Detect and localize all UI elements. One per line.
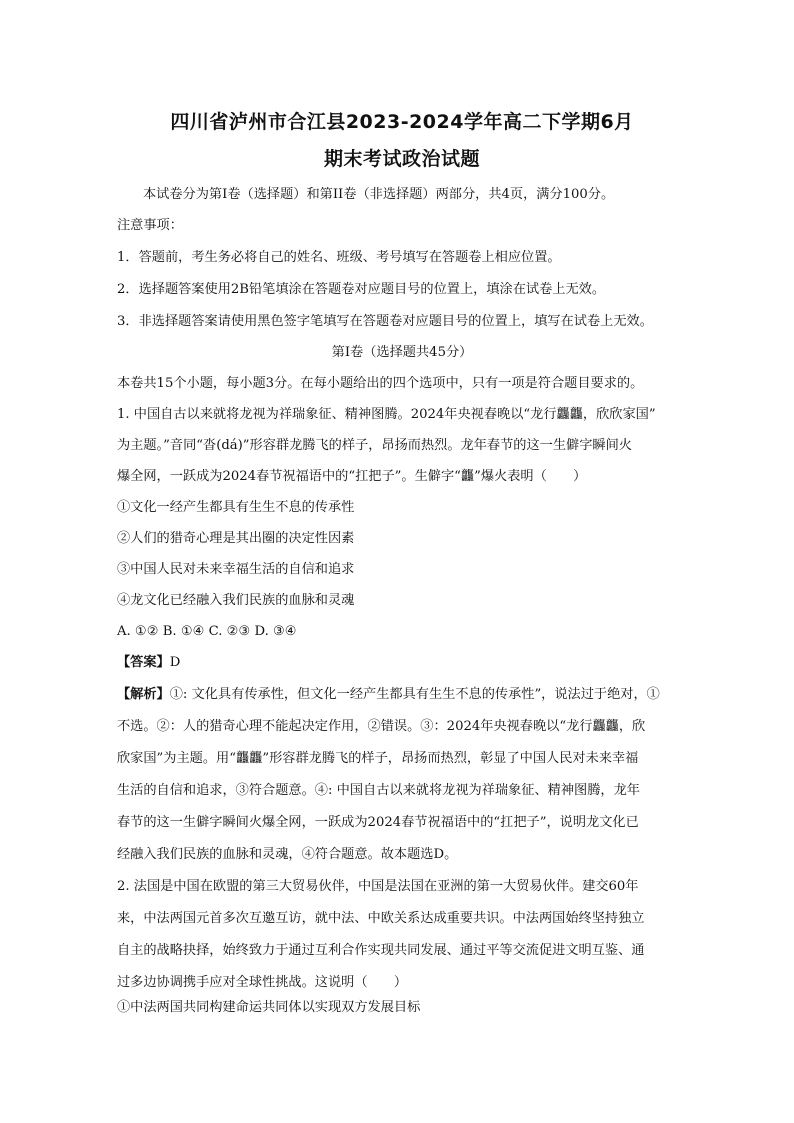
exam-page <box>117 0 687 1123</box>
note-2: 2．选择题答案使用2B铅笔填涂在答题卷对应题目号的位置上，填涂在试卷上无效。 <box>117 282 606 297</box>
q1-analysis-line: 生活的自信和追求，③符合题意。④: 中国自古以来就将龙视为祥瑞象征、精神图腾，龙年 <box>117 783 640 798</box>
q2-stem-line: 2. 法国是中国在欧盟的第三大贸易伙伴，中国是法国在亚洲的第一大贸易伙伴。建交60年 <box>117 879 639 894</box>
q1-analysis-line: 不选。②：人的猎奇心理不能起决定作用，②错误。③：2024年央视春晚以“龙行龘龘，欣 <box>117 719 646 734</box>
q1-analysis-line: 春节的这一生僻字瞬间火爆全网，一跃成为2024春节祝福语中的“扛把子”，说明龙文化已 <box>117 815 639 830</box>
q2-stem-line: 过多边协调携手应对全球性挑战。这说明（ ） <box>117 975 408 990</box>
answer-label: 【答案】 <box>117 655 170 670</box>
notes-heading: 注意事项： <box>117 218 183 233</box>
q1-analysis-line <box>117 685 687 705</box>
q1-stem-line: 为主题。”音同“沓(dá)”形容群龙腾飞的样子，昂扬而热烈。龙年春节的这一生僻字瞬间火 <box>117 438 632 453</box>
note-1: 1．答题前，考生务必将自己的姓名、班级、考号填写在答题卷上相应位置。 <box>117 250 561 265</box>
note-3: 3．非选择题答案请使用黑色签字笔填写在答题卷对应题目号的位置上，填写在试卷上无效。 <box>117 314 653 329</box>
q1-option: ④龙文化已经融入我们民族的血脉和灵魂 <box>117 593 355 608</box>
q2-stem-line: 来，中法两国元首多次互邀互访，就中法、中欧关系达成重要共识。中法两国始终坚持独立 <box>117 911 645 926</box>
q2-stem-line: 自主的战略抉择，始终致力于通过互利合作实现共同发展、通过平等交流促进文明互鉴、通 <box>117 943 645 958</box>
q1-analysis-line: 经融入我们民族的血脉和灵魂，④符合题意。故本题选D。 <box>117 847 458 862</box>
q1-option: ①文化一经产生都具有生生不息的传承性 <box>117 500 355 515</box>
analysis-text: ①: 文化具有传承性，但文化一经产生都具有生生不息的传承性”，说法过于绝对，① <box>169 687 660 702</box>
q1-option: ②人们的猎奇心理是其出圈的决定性因素 <box>117 531 355 546</box>
answer-value: D <box>169 655 181 670</box>
q1-stem-line: 爆全网，一跃成为2024春节祝福语中的“扛把子”。生僻字“龘”爆火表明（ ） <box>117 469 587 484</box>
intro-summary: 本试卷分为第I卷（选择题）和第II卷（非选择题）两部分，共4页，满分100分。 <box>143 187 615 202</box>
q1-answer <box>117 653 687 673</box>
page-subtitle: 期末考试政治试题 <box>323 148 480 170</box>
q1-analysis-line: 欣家国”为主题。用“龘龘”形容群龙腾飞的样子，昂扬而热烈，彰显了中国人民对未来幸福 <box>117 751 639 766</box>
q1-stem-line: 1. 中国自古以来就将龙视为祥瑞象征、精神图腾。2024年央视春晚以“龙行龘龘，欣欣家国” <box>117 407 656 422</box>
q2-option: ①中法两国共同构建命运共同体以实现双方发展目标 <box>117 1000 421 1015</box>
section-heading: 第I卷（选择题共45分） <box>331 345 473 360</box>
q1-option: ③中国人民对未来幸福生活的自信和追求 <box>117 562 355 577</box>
section-instruction: 本卷共15个小题，每小题3分。在每小题给出的四个选项中，只有一项是符合题目要求的。 <box>117 376 644 391</box>
q1-choices: A. ①② B. ①④ C. ②③ D. ③④ <box>117 624 297 639</box>
page-title: 四川省泸州市合江县2023-2024学年高二下学期6月 <box>170 111 634 133</box>
analysis-label: 【解析】 <box>117 687 170 702</box>
